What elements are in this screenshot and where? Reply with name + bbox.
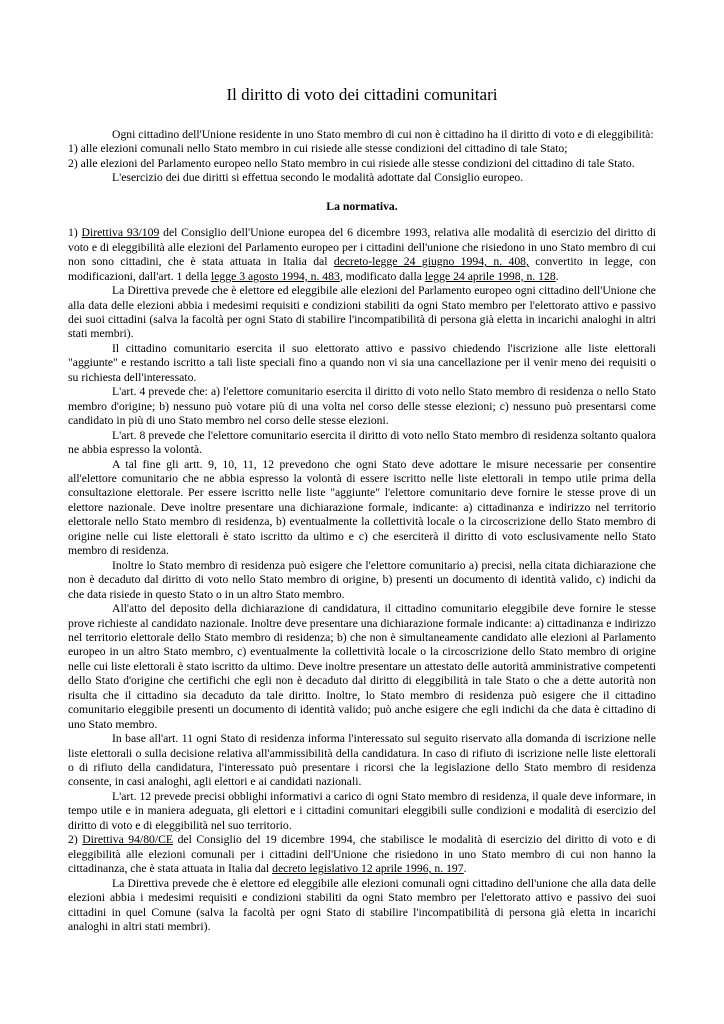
body-paragraph: Inoltre lo Stato membro di residenza può esigere che l'elettore comunitario a) precisi, nella citata dichiarazione che non è decaduto dal diritto di voto nello Stato membro di origine, b) presenti un documento di identità valido, c) indichi da che data risiede in questo Stato o in un altro Stato membro. [68,558,656,601]
directive-93-109-link[interactable]: Direttiva 93/109 [81,226,160,240]
intro-paragraph: Ogni cittadino dell'Unione residente in uno Stato membro di cui non è cittadino ha il diritto di voto e di eleggibilità: [112,128,654,141]
section-heading: La normativa. [326,199,398,213]
intro-item-2: 2) alle elezioni del Parlamento europeo nello Stato membro in cui risiede alle stesse condizioni del cittadino di tale Stato. [68,156,635,170]
body-paragraph: Il cittadino comunitario esercita il suo elettorato attivo e passivo chiedendo l'iscrizione alle liste elettorali "aggiunte" e restando iscritto a tali liste speciali fino a quando non vi sia una cancellazione per il venir meno dei requisiti o su richiesta dell'interessato. [68,341,656,384]
decreto-legge-408-link[interactable]: decreto-legge 24 giugno 1994, n. 408, [333,255,529,269]
directive-2-text-a: del Consiglio del 19 dicembre 1994, che stabilisce le modalità di esercizio del diritto di voto e di eleggibilità alle elezioni comunali per i cittadini dell'Unione che risiedono in uno Stato membro di cui non hanno la cittadinanza, che è stata attuata in Italia dal [68,833,657,876]
document-page [68,84,656,934]
directive-1-text-d: . [555,269,559,283]
directive-1-text-b: convertito in legge, con modificazioni, dall'art. 1 della [68,255,656,283]
directive-2-text-b: . [463,862,467,876]
decreto-legislativo-197-link[interactable]: decreto legislativo 12 aprile 1996, n. 197 [272,862,464,876]
body-paragraph: L'art. 12 prevede precisi obblighi informativi a carico di ogni Stato membro di residenza, il quale deve informare, in tempo utile e in maniera adeguata, gli elettori e i cittadini comunitari eleggibili sulle condizioni e modalità di esercizio del diritto di voto e di eleggibilità nel suo territorio. [68,789,656,832]
directive-2-number: 2) [68,833,83,847]
body-paragraph: La Direttiva prevede che è elettore ed eleggibile alle elezioni del Parlamento europeo ogni cittadino dell'Unione che alla data delle elezioni abbia i medesimi requisiti e condizioni stabiliti da ogni Stato membro per l'elettorato attivo e passivo dei suoi cittadini (salva la facoltà per ogni Stato di stabilire l'incompatibilità di persona già eletta in incarichi analoghi in altri stati membri). [68,284,656,341]
intro-paragraph-modalities: L'esercizio dei due diritti si effettua secondo le modalità adottate dal Consiglio europeo. [112,171,524,185]
directive-1-paragraph [68,226,656,284]
body-paragraph: In base all'art. 11 ogni Stato di residenza informa l'interessato sul seguito riservato alla domanda di iscrizione nelle liste elettorali o sulla decisione relativa all'ammissibilità della candidatura. In caso di rifiuto di iscrizione nelle liste elettorali o di rifiuto della candidatura, l'interessato può presentare i ricorsi che la legislazione dello Stato membro di residenza consente, in casi analoghi, agli elettori e ai candidati nazionali. [68,732,656,789]
legge-483-link[interactable]: legge 3 agosto 1994, n. 483 [210,269,340,283]
body-paragraph: All'atto del deposito della dichiarazione di candidatura, il cittadino comunitario eleggibile deve fornire le stesse prove richieste al candidato nazionale. Inoltre deve presentare una dichiarazione formale indicante: a) cittadinanza e indirizzo nel territorio elettorale dello Stato membro di residenza; b) che non è simultaneamente candidato alle elezioni al Parlamento europeo in un altro Stato membro, c) eventualmente la collettività locale o la circoscrizione dello Stato membro di origine nelle cui liste elettorali è stato iscritto da ultimo. Deve inoltre presentare un attestato delle autorità amministrative competenti dello Stato d'origine che certifichi che egli non è decaduto dal diritto di eleggibilità in tale Stato o che a dette autorità non risulta che il cittadino sia decaduto da tale diritto. Inoltre, lo Stato membro di residenza può esigere che il cittadino comunitario eleggibile presenti un documento di identità valido; può anche esigere che egli indichi da che data è cittadino di uno Stato membro. [68,602,656,731]
body-paragraph: L'art. 8 prevede che l'elettore comunitario esercita il diritto di voto nello Stato membro di residenza soltanto qualora ne abbia espresso la volontà. [68,428,656,457]
directive-1-number: 1) [68,226,82,240]
page-title: Il diritto di voto dei cittadini comunitari [226,85,498,104]
body-paragraph: L'art. 4 prevede che: a) l'elettore comunitario esercita il diritto di voto nello Stato membro di residenza o nello Stato membro d'origine; b) nessuno può votare più di una volta nel corso delle stesse elezioni; c) nessuno può presentarsi come candidato in più di uno Stato membro nel corso delle stesse elezioni. [68,385,656,428]
body-paragraph: A tal fine gli artt. 9, 10, 11, 12 prevedono che ogni Stato deve adottare le misure necessarie per consentire all'elettore comunitario che ne abbia espresso la volontà di essere iscritto nelle liste elettorali in tempo utile prima della consultazione elettorale. Per essere iscritto nelle liste "aggiunte" l'elettore comunitario deve fornire le stesse prove di un elettore nazionale. Deve inoltre presentare una dichiarazione formale, indicante: a) cittadinanza e indirizzo nel territorio elettorale nello Stato membro di residenza, b) eventualmente la collettività locale o la circoscrizione dello Stato membro di origine nelle cui liste elettorali è stato iscritto da ultimo e c) che eserciterà il diritto di voto esclusivamente nello Stato membro di residenza. [68,457,656,558]
final-paragraph: La Direttiva prevede che è elettore ed eleggibile alle elezioni comunali ogni cittadino dell'unione che alla data delle elezioni abbia i medesimi requisiti e condizioni stabiliti da ogni Stato membro per l'elettorato attivo e passivo dei suoi cittadini in quel Comune (salva la facoltà per ogni Stato di stabilire l'incompatibilità di persona già eletta in incarichi analoghi in altri stati membri). [68,876,656,934]
legge-128-link[interactable]: legge 24 aprile 1998, n. 128 [424,269,556,283]
directive-1-text-c: , modificato dalla [339,269,425,283]
directive-94-80-link[interactable]: Direttiva 94/80/CE [82,833,174,847]
directive-2-paragraph [68,833,656,876]
intro-item-1: 1) alle elezioni comunali nello Stato membro in cui risiede alle stesse condizioni del cittadino di tale Stato; [68,142,568,156]
directive-1-text-a: del Consiglio dell'Unione europea del 6 dicembre 1993, relativa alle modalità di esercizio del diritto di voto e di eleggibilità alle elezioni del Parlamento europeo per i cittadini dell'unione che risiedono in uno Stato membro di cui non sono cittadini, che è stata attuata in Italia dal [68,226,656,269]
